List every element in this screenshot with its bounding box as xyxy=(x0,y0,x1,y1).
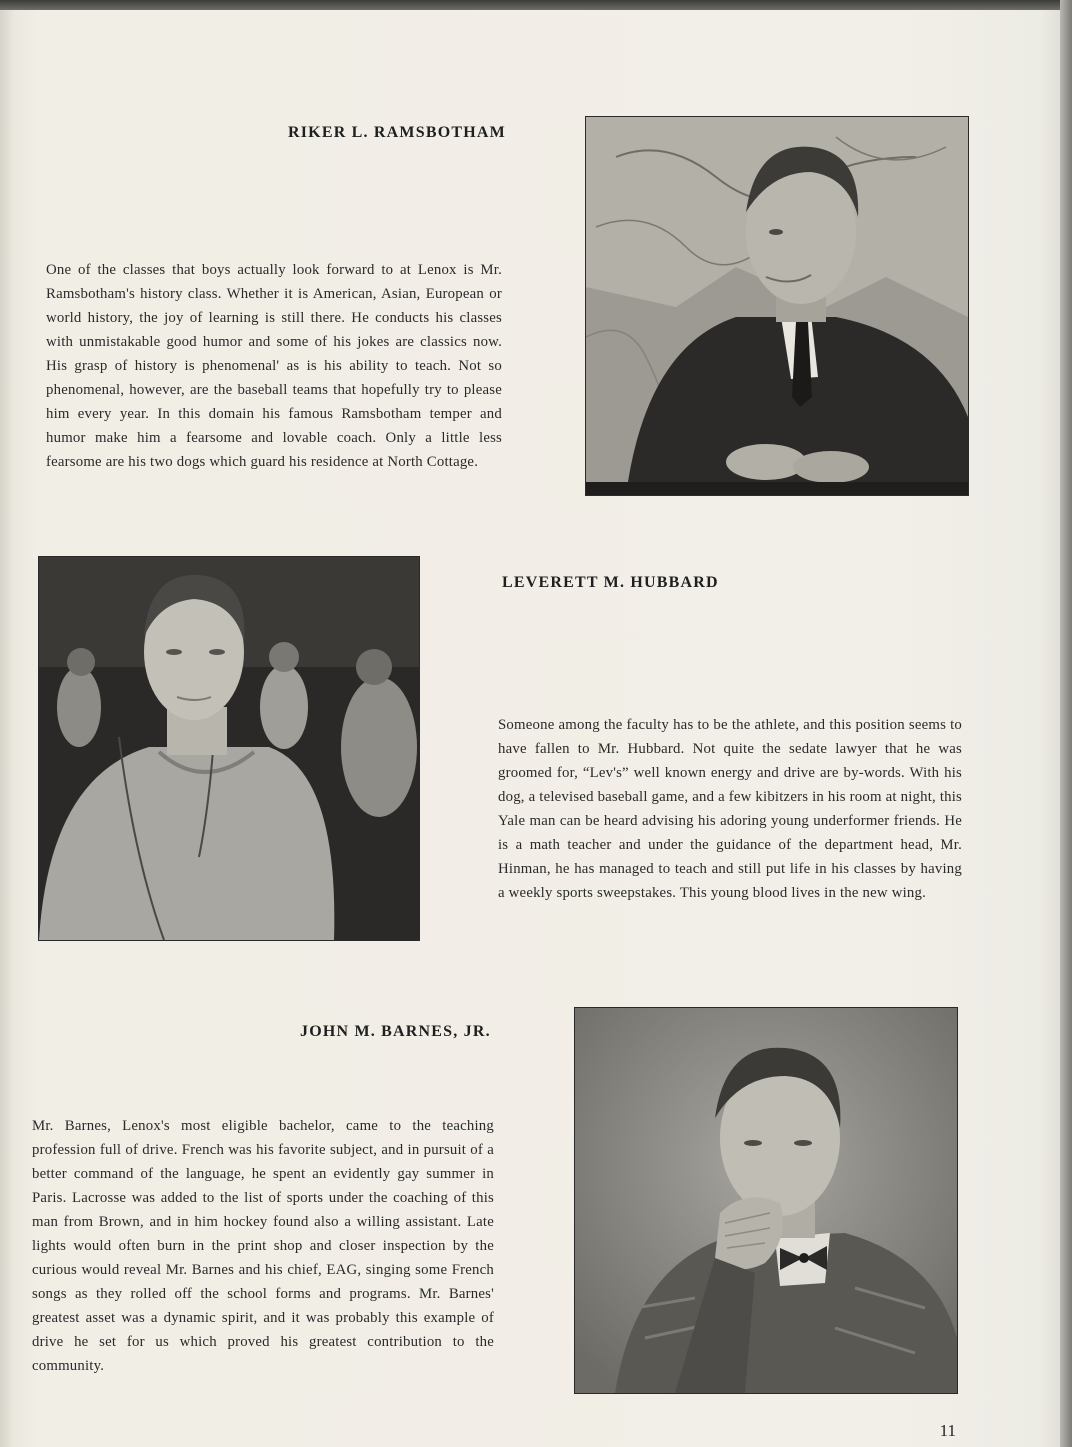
book-spine-edge xyxy=(1060,0,1072,1447)
portrait-photo-barnes xyxy=(574,1007,958,1394)
page-number: 11 xyxy=(939,1421,956,1440)
faculty-name-ramsbotham: RIKER L. RAMSBOTHAM xyxy=(288,124,506,141)
book-top-edge xyxy=(0,0,1072,10)
faculty-bio-barnes: Mr. Barnes, Lenox's most eligible bachelor, came to the teaching profession full of drive. French was his favorite subject, and in pursuit of a better command of the language, he spent an evidently gay summer in Paris. Lacrosse was added to the list of sports under the coaching of this man from Brown, and in him hockey found also a willing assistant. Late lights would often burn in the print shop and closer inspection by the curious would reveal Mr. Barnes and his chief, EAG, singing some French songs as they rolled off the school forms and programs. Mr. Barnes' greatest asset was a dynamic spirit, and it was probably this example of drive he set for us which proved his greatest contribution to the community. xyxy=(32,1118,494,1374)
portrait-photo-hubbard xyxy=(38,556,420,941)
portrait-photo-ramsbotham xyxy=(585,116,969,496)
faculty-name-barnes: JOHN M. BARNES, JR. xyxy=(300,1023,491,1040)
faculty-bio-hubbard: Someone among the faculty has to be the athlete, and this position seems to have fallen to Mr. Hubbard. Not quite the sedate lawyer that he was groomed for, “Lev's” well known energy and drive are by-words. With his dog, a televised baseball game, and a few kibitzers in his room at night, this Yale man can be heard advising his adoring young underformer friends. He is a math teacher and under the guidance of the department head, Mr. Hinman, he has managed to teach and still put life in his classes by having a weekly sports sweepstakes. This young blood lives in the new wing. xyxy=(498,717,962,901)
faculty-bio-ramsbotham: One of the classes that boys actually look forward to at Lenox is Mr. Ramsbotham's history class. Whether it is American, Asian, European or world history, the joy of learning is still there. He conducts his classes with unmistakable good humor and some of his jokes are classics now. His grasp of history is phenomenal' as is his ability to teach. Not so phenomenal, however, are the baseball teams that hopefully try to please him every year. In this domain his famous Ramsbotham temper and humor make him a fearsome and lovable coach. Only a little less fearsome are his two dogs which guard his residence at North Cottage. xyxy=(46,262,502,470)
faculty-name-hubbard: LEVERETT M. HUBBARD xyxy=(502,574,719,591)
